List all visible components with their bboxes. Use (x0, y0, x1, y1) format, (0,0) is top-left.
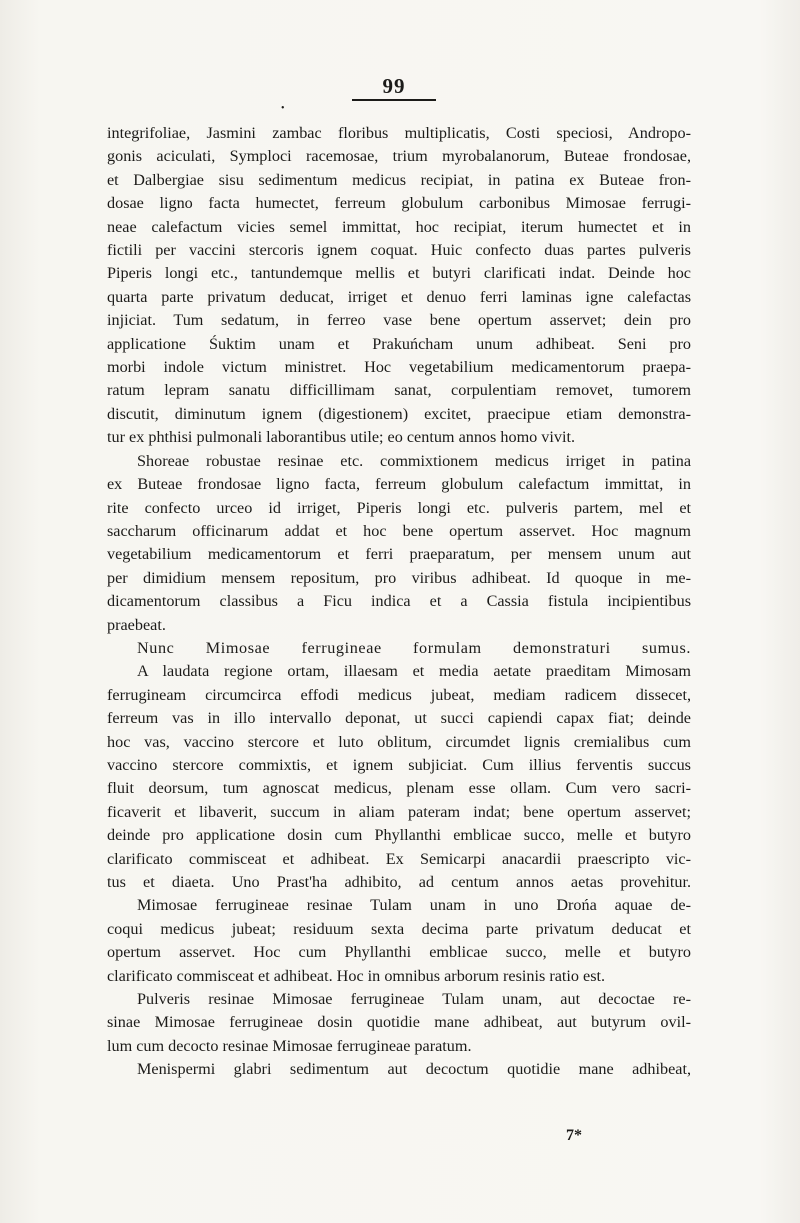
text-line: tus et diaeta. Uno Prast'ha adhibito, ad centum annos aetas provehitur. (107, 873, 691, 891)
text-line: opertum asservet. Hoc cum Phyllanthi emblicae succo, melle et butyro (107, 943, 691, 962)
text-line: ratum lepram sanatu difficillimam sanat, corpulentiam removet, tumorem (107, 381, 691, 400)
text-line: neae calefactum vicies semel immittat, hoc recipiat, iterum humectet et in (107, 217, 691, 236)
text-line: fictili per vaccini stercoris ignem coquat. Huic confecto duas partes pulveris (107, 241, 691, 260)
text-line: vaccino stercore commixtis, et ignem subjiciat. Cum illius ferventis succus (107, 755, 691, 774)
text-line: discutit, diminutum ignem (digestionem) excitet, praecipue etiam demonstra- (107, 404, 691, 423)
text-line: sinae Mimosae ferrugineae dosin quotidie mane adhibeat, aut butyrum ovil- (107, 1013, 691, 1032)
text-line: applicatione Śuktim unam et Prakuńcham unum adhibeat. Seni pro (107, 334, 691, 353)
text-line: dicamentorum classibus a Ficu indica et a Cassia fistula incipientibus (107, 592, 691, 611)
text-line: Menispermi glabri sedimentum aut decoctum quotidie mane adhibeat, (137, 1060, 691, 1079)
text-line: rite confecto urceo id irriget, Piperis longi etc. pulveris partem, mel et (107, 498, 691, 517)
text-line: A laudata regione ortam, illaesam et media aetate praeditam Mimosam (137, 662, 691, 681)
text-line: injiciat. Tum sedatum, in ferreo vase bene opertum asservet; dein pro (107, 311, 691, 330)
text-line: Shoreae robustae resinae etc. commixtionem medicus irriget in patina (137, 451, 691, 470)
text-line: deinde pro applicatione dosin cum Phyllanthi emblicae succo, melle et butyro (107, 826, 691, 845)
body-text (107, 122, 691, 1082)
text-line: integrifoliae, Jasmini zambac floribus multiplicatis, Costi speciosi, Andropo- (107, 124, 691, 142)
text-line: lum cum decocto resinae Mimosae ferrugineae paratum. (107, 1036, 472, 1055)
text-line: gonis aciculati, Symploci racemosae, trium myrobalanorum, Buteae frondosae, (107, 147, 691, 166)
text-line: clarificato commisceat et adhibeat. Hoc in omnibus arborum resinis ratio est. (107, 966, 606, 985)
text-line: Nunc Mimosae ferrugineae formulam demonstraturi sumus. (137, 638, 691, 657)
text-line: hoc vas, vaccino stercore et luto oblitum, circumdet lignis cremialibus cum (107, 732, 691, 751)
text-line: morbi indole victum ministret. Hoc vegetabilium medicamentorum praepa- (107, 358, 691, 377)
text-line: ex Buteae frondosae ligno facta, ferreum globulum calefactum immittat, in (107, 475, 691, 494)
text-line: ficaverit et libaverit, succum in aliam pateram indat; bene opertum asservet; (107, 802, 691, 821)
text-line: clarificato commisceat et adhibeat. Ex Semicarpi anacardii praescripto vic- (107, 849, 691, 868)
ornament-dot-icon: • (281, 103, 285, 114)
page-number-rule (352, 99, 436, 101)
text-line: fluit deorsum, tum agnoscat medicus, plenam esse ollam. Cum vero sacri- (107, 779, 691, 798)
text-line: dosae ligno facta humectet, ferreum globulum carbonibus Mimosae ferrugi- (107, 194, 691, 213)
text-line: vegetabilium medicamentorum et ferri praeparatum, per mensem unum aut (107, 545, 691, 564)
text-line: quarta parte privatum deducat, irriget et denuo ferri laminas igne calefactas (107, 287, 691, 306)
page-number: 99 (382, 74, 406, 98)
signature-mark: 7* (566, 1127, 582, 1144)
text-line: praebeat. (107, 615, 166, 634)
text-line: saccharum officinarum addat et hoc bene opertum asservet. Hoc magnum (107, 521, 691, 540)
text-line: Piperis longi etc., tantundemque mellis et butyri clarificati indat. Deinde hoc (107, 264, 691, 283)
text-line: per dimidium mensem repositum, pro viribus adhibeat. Id quoque in me- (107, 568, 691, 587)
text-line: Mimosae ferrugineae resinae Tulam unam in uno Drońa aquae de- (137, 896, 691, 915)
text-line: ferreum vas in illo intervallo deponat, ut succi capiendi capax fiat; deinde (107, 709, 691, 728)
text-line: coqui medicus jubeat; residuum sexta decima parte privatum deducat et (107, 919, 691, 938)
text-line: Pulveris resinae Mimosae ferrugineae Tulam unam, aut decoctae re- (137, 990, 691, 1009)
text-line: ferrugineam circumcirca effodi medicus jubeat, mediam radicem dissecet, (107, 685, 691, 704)
text-line: et Dalbergiae sisu sedimentum medicus recipiat, in patina ex Buteae fron- (107, 170, 691, 189)
text-line: tur ex phthisi pulmonali laborantibus utile; eo centum annos homo vivit. (107, 428, 576, 447)
